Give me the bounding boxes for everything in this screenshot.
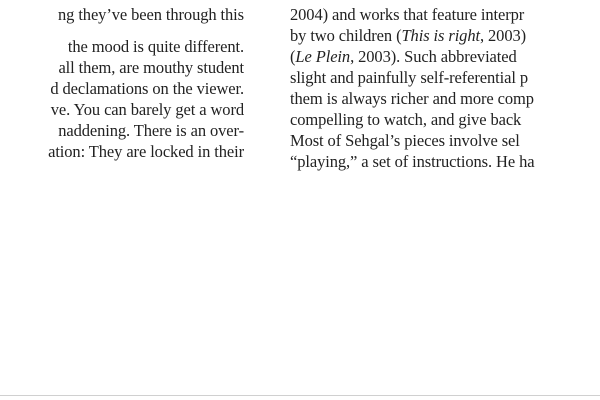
left-text-column [48,4,244,162]
left-line-3: all them, are mouthy student [58,58,244,77]
right-line-3-after: , 2003). Such abbreviated [350,47,517,66]
right-line-3-before: ( [290,47,296,66]
left-line-7: ation: They are locked in their [48,142,244,161]
left-line-1: ng they’ve been through this [58,5,244,24]
right-line-8: “playing,” a set of instructions. He ha [290,152,535,171]
right-line-2-before: by two children ( [290,26,402,45]
right-line-5: them is always richer and more comp [290,89,534,108]
right-line-6: compelling to watch, and give back [290,110,522,129]
bottom-divider [0,395,600,396]
left-line-6: naddening. There is an over- [58,121,244,140]
right-line-3 [290,46,534,67]
right-line-2 [290,25,534,46]
left-line-4: d declamations on the viewer. [50,79,244,98]
work-title-le-plein: Le Plein [295,47,351,66]
work-title-this-is-right: This is right [401,26,480,45]
left-line-5: ve. You can barely get a word [50,100,244,119]
right-line-2-after: , 2003) [479,26,527,45]
right-line-4: slight and painfully self-referential p [290,68,529,87]
right-text-column [290,4,534,172]
right-line-1: 2004) and works that feature interpr [290,5,525,24]
right-line-7: Most of Sehgal’s pieces involve sel [290,131,520,150]
left-line-2: the mood is quite different. [67,37,244,56]
